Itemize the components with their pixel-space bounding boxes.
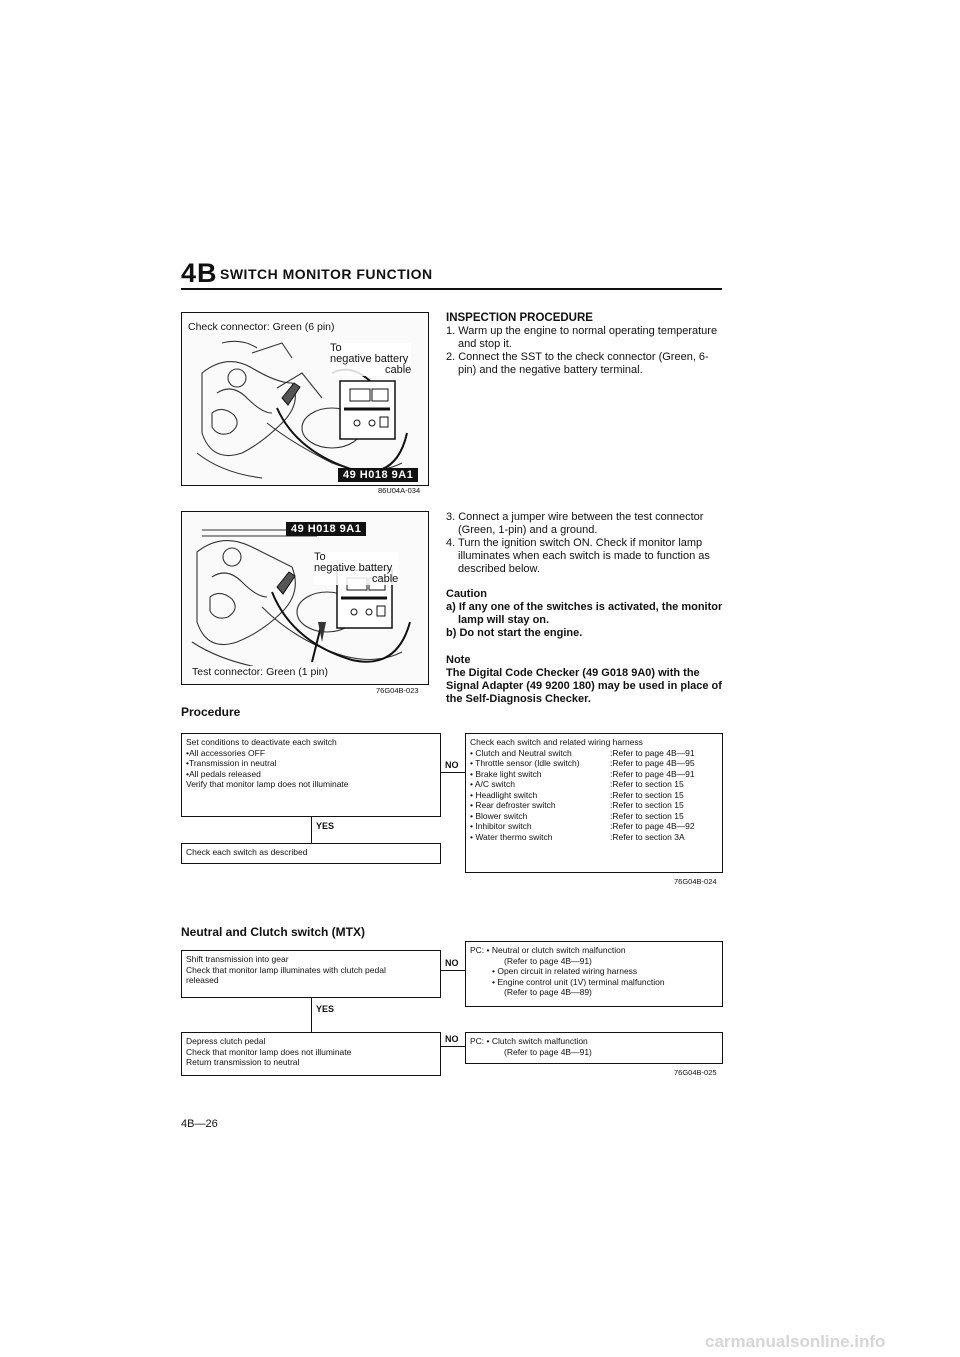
- figure-2-tool-label: 49 H018 9A1: [286, 522, 366, 536]
- procedure-box-check-each: Check each switch as described: [181, 843, 441, 864]
- page-title: SWITCH MONITOR FUNCTION: [220, 266, 433, 282]
- note-text: The Digital Code Checker (49 G018 9A0) with the Signal Adapter (49 9200 180) may be used in place of the Self-Diagnosis Checker.: [446, 667, 722, 705]
- page-number: 4B—26: [181, 1118, 218, 1130]
- neutral-yes-connector: [311, 998, 312, 1032]
- neutral-yes-label: YES: [316, 1004, 335, 1014]
- engine-illustration-2: [182, 512, 428, 684]
- neutral-no1-connector: [441, 970, 465, 971]
- ref-row: • Water thermo switch :Refer to section 3A: [470, 831, 685, 842]
- header-divider: [181, 288, 722, 290]
- caution-item-b: b) Do not start the engine.: [446, 627, 583, 639]
- procedure-heading: Procedure: [181, 705, 241, 719]
- ref-row: • A/C switch :Refer to section 15: [470, 779, 684, 789]
- neutral-code: 76G04B-025: [674, 1068, 717, 1077]
- note-heading: Note: [446, 654, 471, 666]
- neutral-box-pc1: PC: • Neutral or clutch switch malfunction (Refer to page 4B—91) • Open circuit in related wiring harness • Engine control unit (1V) terminal malfunction (Refer to page 4B—89): [465, 941, 723, 1007]
- inspection-text-top: [446, 312, 726, 377]
- procedure-no-connector: [441, 772, 465, 773]
- figure-1-tool-label: 49 H018 9A1: [338, 468, 418, 482]
- procedure-box-deactivate: Set conditions to deactivate each switch •All accessories OFF •Transmission in neutral •All pedals released Verify that monitor lamp does not illuminate: [181, 733, 441, 817]
- procedure-box-refs: Check each switch and related wiring harness • Clutch and Neutral switch :Refer to page 4B—91 • Throttle sensor (Idle switch) :Refer to page 4B—95 • Brake light switch :Refer to page 4B—91 • A/C switch :Refer to section 15 • Headlight switch :Refer to section 15 • Rear defroster switch :Refer to section 15 • Blower switch :Refer to section 15 • Inhibitor switch :Refer to page 4B—92 • Water thermo switch :Refer to section 3A: [465, 733, 723, 873]
- neutral-heading: Neutral and Clutch switch (MTX): [181, 925, 366, 939]
- figure-1-callout: To negative battery cable: [330, 342, 412, 376]
- caution-item-a: a) If any one of the switches is activated, the monitor lamp will stay on.: [446, 601, 723, 626]
- ref-row: • Inhibitor switch :Refer to page 4B—92: [470, 821, 695, 831]
- ref-row: • Rear defroster switch :Refer to section 15: [470, 800, 684, 810]
- procedure-no-label: NO: [445, 760, 459, 770]
- watermark: carmanualsonline.info: [705, 1332, 886, 1351]
- step-4: 4. Turn the ignition switch ON. Check if monitor lamp illuminates when each switch is made to function as described below.: [446, 537, 710, 575]
- figure-2-code: 76G04B-023: [376, 686, 419, 695]
- figure-test-connector: [181, 511, 429, 685]
- neutral-box-depress: Depress clutch pedal Check that monitor lamp does not illuminate Return transmission to neutral: [181, 1032, 441, 1076]
- ref-row: • Throttle sensor (Idle switch) :Refer to page 4B—95: [470, 758, 695, 768]
- ref-row: • Brake light switch :Refer to page 4B—91: [470, 768, 695, 779]
- neutral-no1-label: NO: [445, 958, 459, 968]
- ref-row: • Blower switch :Refer to section 15: [470, 810, 684, 821]
- inspection-text-bottom: [446, 511, 726, 706]
- procedure-code: 76G04B-024: [674, 877, 717, 886]
- figure-1-label: Check connector: Green (6 pin): [188, 321, 335, 333]
- ref-row: • Headlight switch :Refer to section 15: [470, 789, 684, 800]
- figure-1-code: 86U04A-034: [378, 486, 421, 495]
- procedure-yes-connector: [311, 817, 312, 843]
- step-2: 2. Connect the SST to the check connector (Green, 6-pin) and the negative battery terminal.: [446, 351, 709, 376]
- step-3: 3. Connect a jumper wire between the test connector (Green, 1-pin) and a ground.: [446, 511, 704, 536]
- neutral-box-pc2: PC: • Clutch switch malfunction (Refer to page 4B—91): [465, 1032, 723, 1064]
- figure-check-connector: [181, 312, 429, 486]
- step-1: 1. Warm up the engine to normal operating temperature and stop it.: [446, 325, 718, 350]
- caution-heading: Caution: [446, 588, 487, 600]
- procedure-yes-label: YES: [316, 821, 335, 831]
- inspection-heading: INSPECTION PROCEDURE: [446, 312, 593, 324]
- figure-2-label: Test connector: Green (1 pin): [192, 666, 328, 678]
- ref-row: • Clutch and Neutral switch :Refer to page 4B—91: [470, 747, 695, 758]
- figure-2-callout: To negative battery cable: [314, 551, 399, 585]
- engine-illustration-1: [182, 313, 428, 485]
- neutral-no2-label: NO: [445, 1034, 459, 1044]
- neutral-no2-connector: [441, 1046, 465, 1047]
- neutral-box-shift: Shift transmission into gear Check that monitor lamp illuminates with clutch pedal released: [181, 950, 441, 998]
- section-number: 4B: [181, 258, 218, 288]
